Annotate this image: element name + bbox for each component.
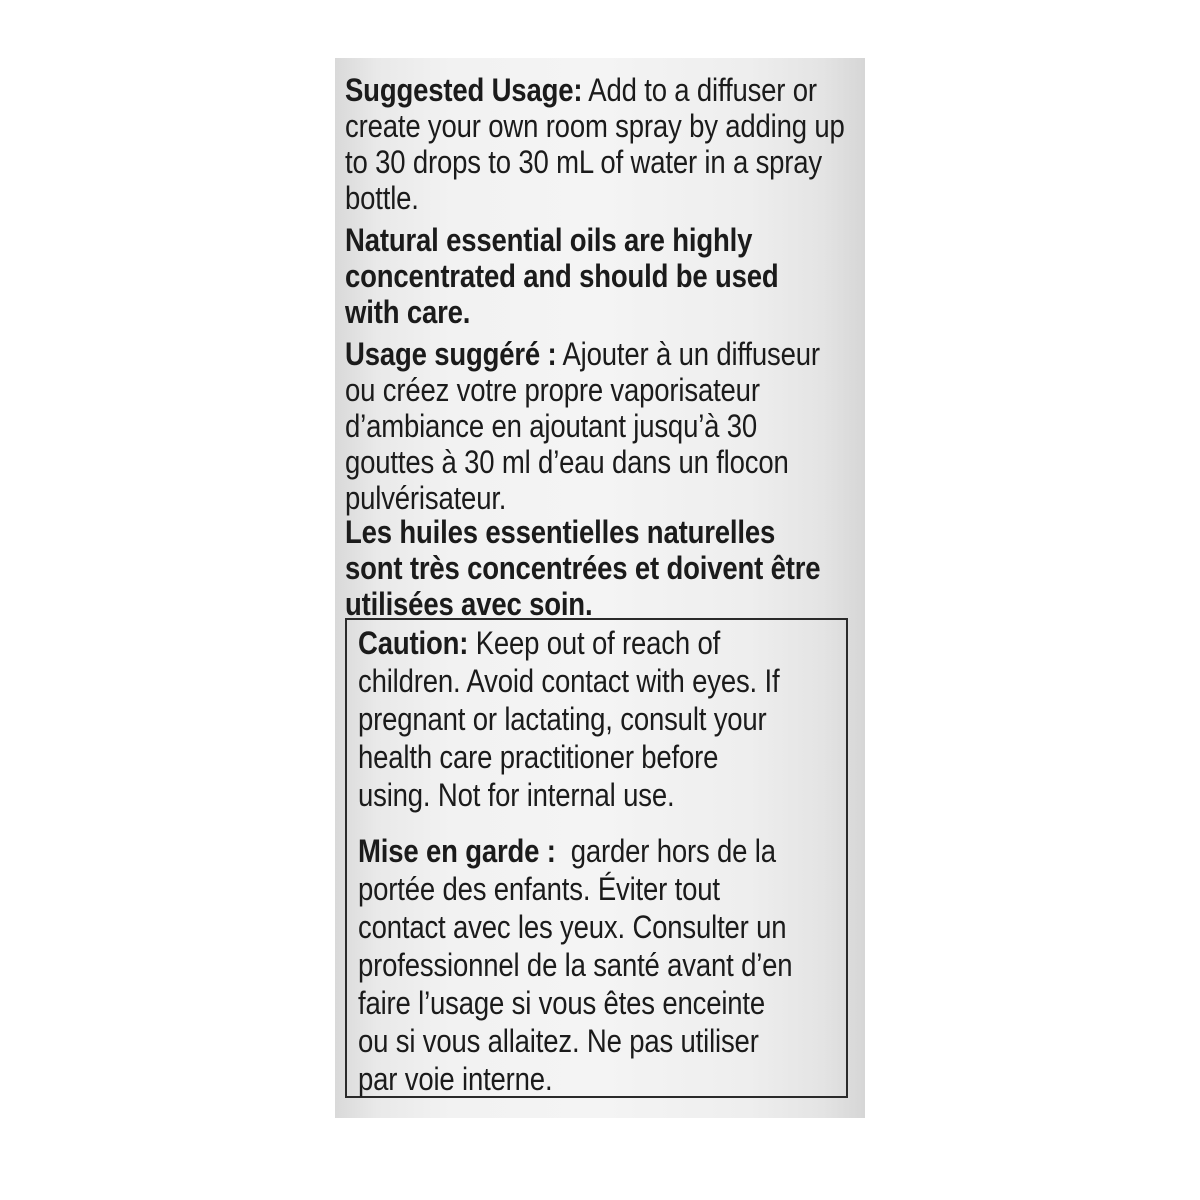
usage-fr-line: Ajouter à un diffuseur: [556, 336, 820, 372]
usage-en-paragraph: [345, 72, 852, 216]
caution-en-heading: Caution:: [358, 625, 469, 661]
warning-en-paragraph: [345, 222, 852, 330]
usage-fr-line: ou créez votre propre vaporisateur: [345, 372, 760, 408]
usage-fr-paragraph: [345, 336, 852, 516]
caution-fr-heading: Mise en garde :: [358, 833, 556, 869]
usage-en-heading: Suggested Usage:: [345, 72, 583, 108]
usage-fr-heading: Usage suggéré :: [345, 336, 557, 372]
caution-en-line: using. Not for internal use.: [358, 777, 675, 813]
warning-en-line: with care.: [345, 294, 471, 330]
caution-fr-paragraph: [358, 832, 840, 1098]
caution-fr-line: contact avec les yeux. Consulter un: [358, 909, 787, 945]
warning-fr-paragraph: [345, 514, 852, 622]
usage-fr-line: d’ambiance en ajoutant jusqu’à 30: [345, 408, 758, 444]
usage-en-line: to 30 drops to 30 mL of water in a spray: [345, 144, 823, 180]
usage-fr-line: pulvérisateur.: [345, 480, 507, 516]
caution-fr-line: professionnel de la santé avant d’en: [358, 947, 793, 983]
warning-fr-line: Les huiles essentielles naturelles: [345, 514, 776, 550]
warning-fr-line: utilisées avec soin.: [345, 586, 593, 622]
caution-fr-line: garder hors de la: [555, 833, 776, 869]
caution-en-paragraph: [358, 624, 840, 814]
usage-fr-line: gouttes à 30 ml d’eau dans un flocon: [345, 444, 789, 480]
usage-en-line: Add to a diffuser or: [582, 72, 817, 108]
caution-en-line: health care practitioner before: [358, 739, 719, 775]
warning-en-line: Natural essential oils are highly: [345, 222, 753, 258]
caution-en-line: children. Avoid contact with eyes. If: [358, 663, 780, 699]
caution-fr-line: faire l’usage si vous êtes enceinte: [358, 985, 766, 1021]
usage-en-line: bottle.: [345, 180, 419, 216]
caution-fr-line: par voie interne.: [358, 1061, 553, 1097]
warning-en-line: concentrated and should be used: [345, 258, 779, 294]
caution-en-line: pregnant or lactating, consult your: [358, 701, 767, 737]
warning-fr-line: sont très concentrées et doivent être: [345, 550, 821, 586]
caution-fr-line: portée des enfants. Éviter tout: [358, 871, 720, 907]
usage-en-line: create your own room spray by adding up: [345, 108, 845, 144]
caution-fr-line: ou si vous allaitez. Ne pas utiliser: [358, 1023, 759, 1059]
caution-en-line: Keep out of reach of: [468, 625, 721, 661]
